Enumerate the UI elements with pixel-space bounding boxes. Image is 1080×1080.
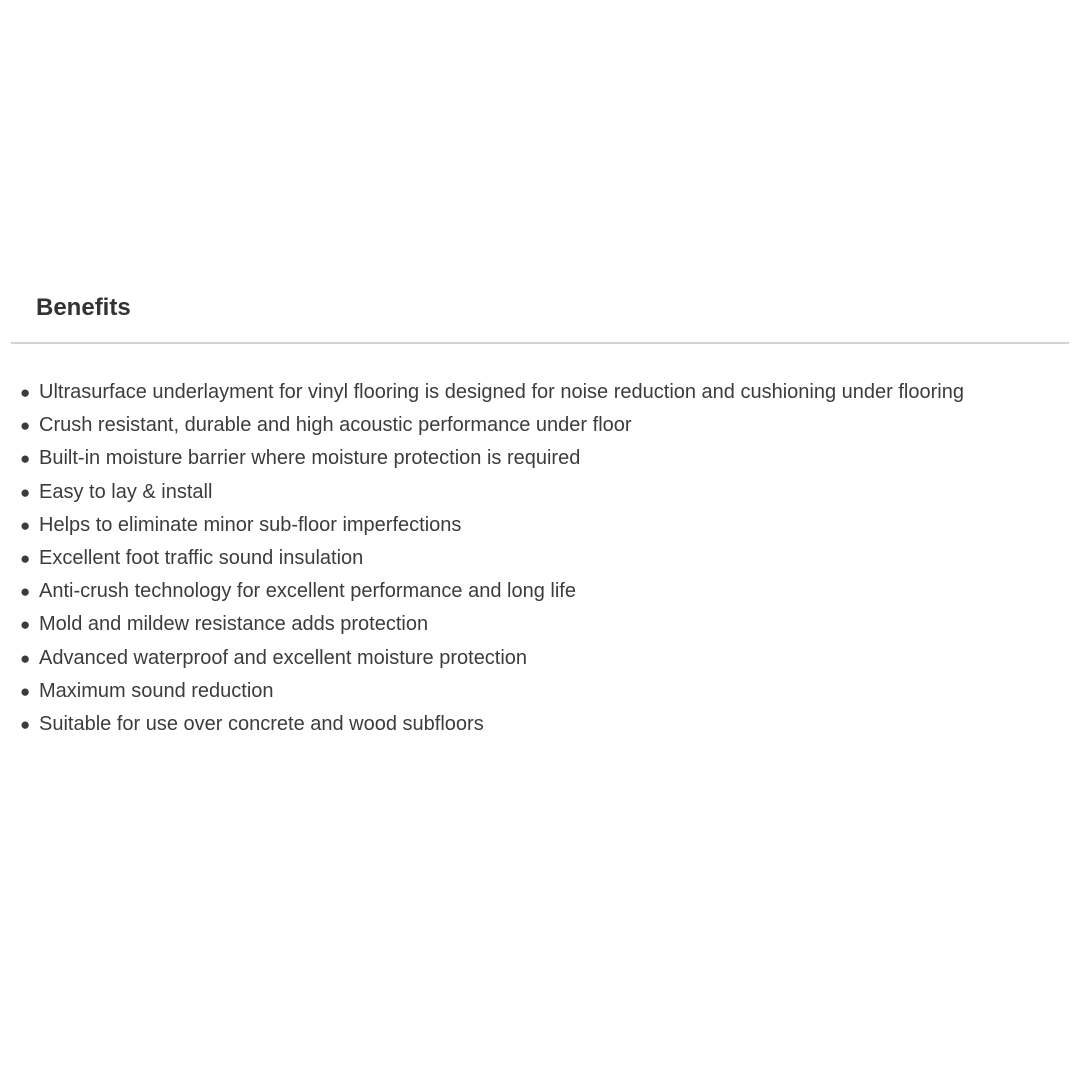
benefits-list — [20, 376, 964, 741]
bullet-icon: ● — [20, 482, 31, 502]
bullet-icon: ● — [20, 681, 31, 701]
bullet-icon: ● — [20, 383, 31, 402]
benefit-text: Maximum sound reduction — [39, 679, 274, 702]
benefit-text: Easy to lay & install — [39, 480, 213, 503]
bullet-icon: ● — [20, 548, 31, 568]
benefit-item — [20, 608, 964, 641]
benefit-item — [20, 642, 964, 675]
bullet-icon: ● — [20, 615, 31, 635]
section-title: Benefits — [36, 294, 131, 321]
benefit-item — [20, 675, 964, 708]
bullet-icon: ● — [20, 416, 31, 436]
bullet-icon: ● — [20, 582, 31, 602]
benefit-item — [20, 409, 964, 442]
benefit-text: Ultrasurface underlayment for vinyl flooring is designed for noise reduction and cushioning under flooring — [39, 381, 964, 403]
benefit-item — [20, 442, 964, 475]
benefit-text: Suitable for use over concrete and wood subfloors — [39, 712, 484, 735]
benefit-text: Advanced waterproof and excellent moisture protection — [39, 646, 528, 669]
benefit-text: Mold and mildew resistance adds protection — [39, 613, 429, 636]
section-divider — [11, 342, 1069, 344]
bullet-icon: ● — [20, 714, 31, 734]
bullet-icon: ● — [20, 515, 31, 535]
benefit-item — [20, 376, 964, 409]
bullet-icon: ● — [20, 449, 31, 469]
benefit-text: Anti-crush technology for excellent performance and long life — [39, 580, 576, 603]
benefit-text: Built-in moisture barrier where moisture protection is required — [39, 447, 581, 470]
benefit-item — [20, 476, 964, 509]
benefit-text: Helps to eliminate minor sub-floor imperfections — [39, 513, 462, 536]
benefit-item — [20, 575, 964, 608]
benefit-text: Crush resistant, durable and high acoustic performance under floor — [39, 414, 632, 437]
benefit-item — [20, 708, 964, 741]
benefit-text: Excellent foot traffic sound insulation — [39, 546, 364, 569]
benefit-item — [20, 542, 964, 575]
benefit-item — [20, 509, 964, 542]
bullet-icon: ● — [20, 648, 31, 668]
